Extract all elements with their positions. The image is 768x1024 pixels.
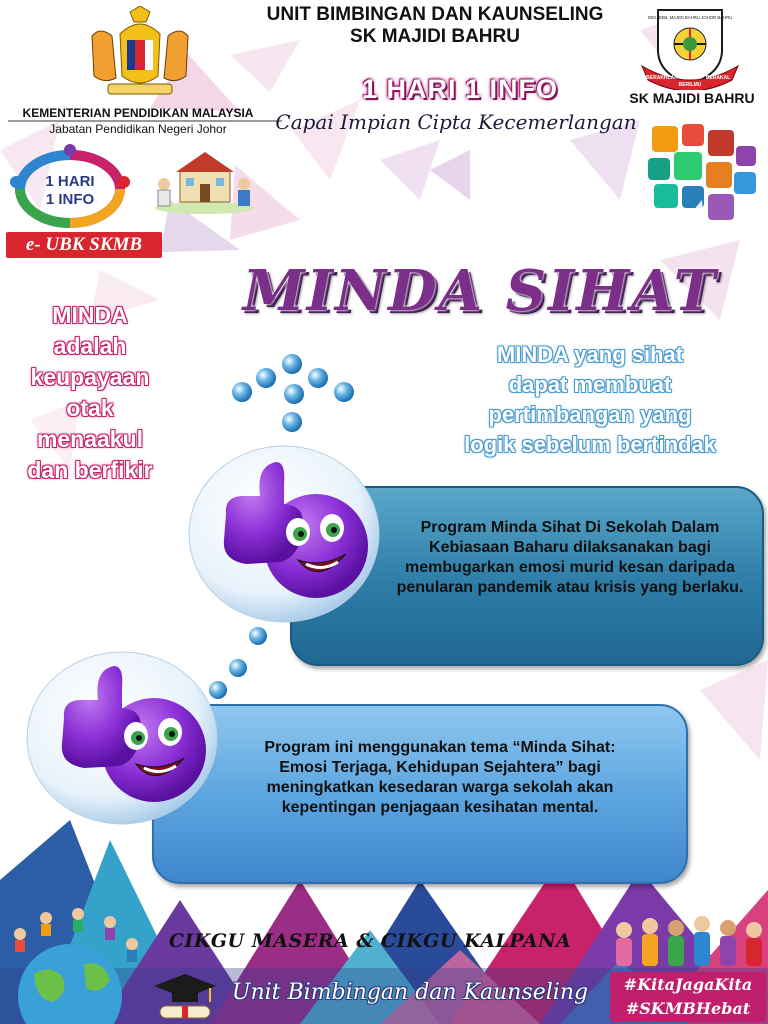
minda-definition-right: MINDA yang sihat dapat membuat pertimbangan yang logik sebelum bertindak <box>464 342 716 457</box>
unit-title <box>220 4 650 48</box>
state-department-name: Jabatan Pendidikan Negeri Johor <box>49 122 227 136</box>
graduation-cap-icon <box>152 970 218 1022</box>
ministry-name: KEMENTERIAN PENDIDIKAN MALAYSIA <box>22 106 254 120</box>
thumbs-up-emoji-icon <box>186 444 382 624</box>
campaign-tagline: Capai Impian Cipta Kecemerlangan <box>275 110 637 134</box>
e-ubk-badge: e- UBK SKMB <box>6 232 162 258</box>
app-icons-cluster-icon <box>646 122 758 230</box>
logo-line2: 1 INFO <box>45 191 95 208</box>
campaign-title: 1 HARI 1 INFO <box>361 74 559 104</box>
school-name-label: SK MAJIDI BAHRU <box>629 90 755 106</box>
children-group-icon <box>610 908 768 972</box>
hari-info-logo-icon <box>8 142 132 236</box>
school-crest-icon <box>640 4 740 90</box>
minda-definition-left: MINDA adalah keupayaan otak menaakul dan berfikir <box>27 302 153 483</box>
crest-ribbon-mid: BERILMU <box>678 82 702 88</box>
footer-unit-name: Unit Bimbingan dan Kaunseling <box>231 980 589 1005</box>
logo-line1: 1 HARI <box>45 173 95 190</box>
school-building-icon <box>150 140 260 216</box>
hashtag-kitajagakita: #KitaJagaKita <box>610 972 766 998</box>
globe-children-icon <box>0 904 150 1024</box>
hashtag-skmbhebat: #SKMBHebat <box>610 996 766 1022</box>
teachers-credit: CIKGU MASERA & CIKGU KALPANA <box>168 930 572 952</box>
crest-ribbon-left: BERAKHLAK <box>646 75 678 81</box>
unit-title-line2: SK MAJIDI BAHRU <box>350 26 520 47</box>
crest-top-text: SEK. KEB. MAJIDI BAHRU JOHOR BAHRU <box>647 15 733 20</box>
main-title: MINDA SIHAT <box>242 258 718 324</box>
unit-title-line1: UNIT BIMBINGAN DAN KAUNSELING <box>266 4 604 25</box>
info-box-2-text: Program ini menggunakan tema “Minda Sihat: Emosi Terjaga, Kehidupan Sejahtera” bagi meningkatkan kesedaran warga sekolah akan kepentingan penjagaan kesihatan mental. <box>264 739 616 816</box>
crest-ribbon-right: BERAKAL <box>705 75 731 81</box>
info-box-1-text: Program Minda Sihat Di Sekolah Dalam Kebiasaan Baharu dilaksanakan bagi membugarkan emosi murid kesan daripada penularan pandemik atau krisis yang berlaku. <box>396 519 744 596</box>
thumbs-up-emoji-icon <box>24 650 220 826</box>
coat-of-arms-icon <box>80 6 200 102</box>
